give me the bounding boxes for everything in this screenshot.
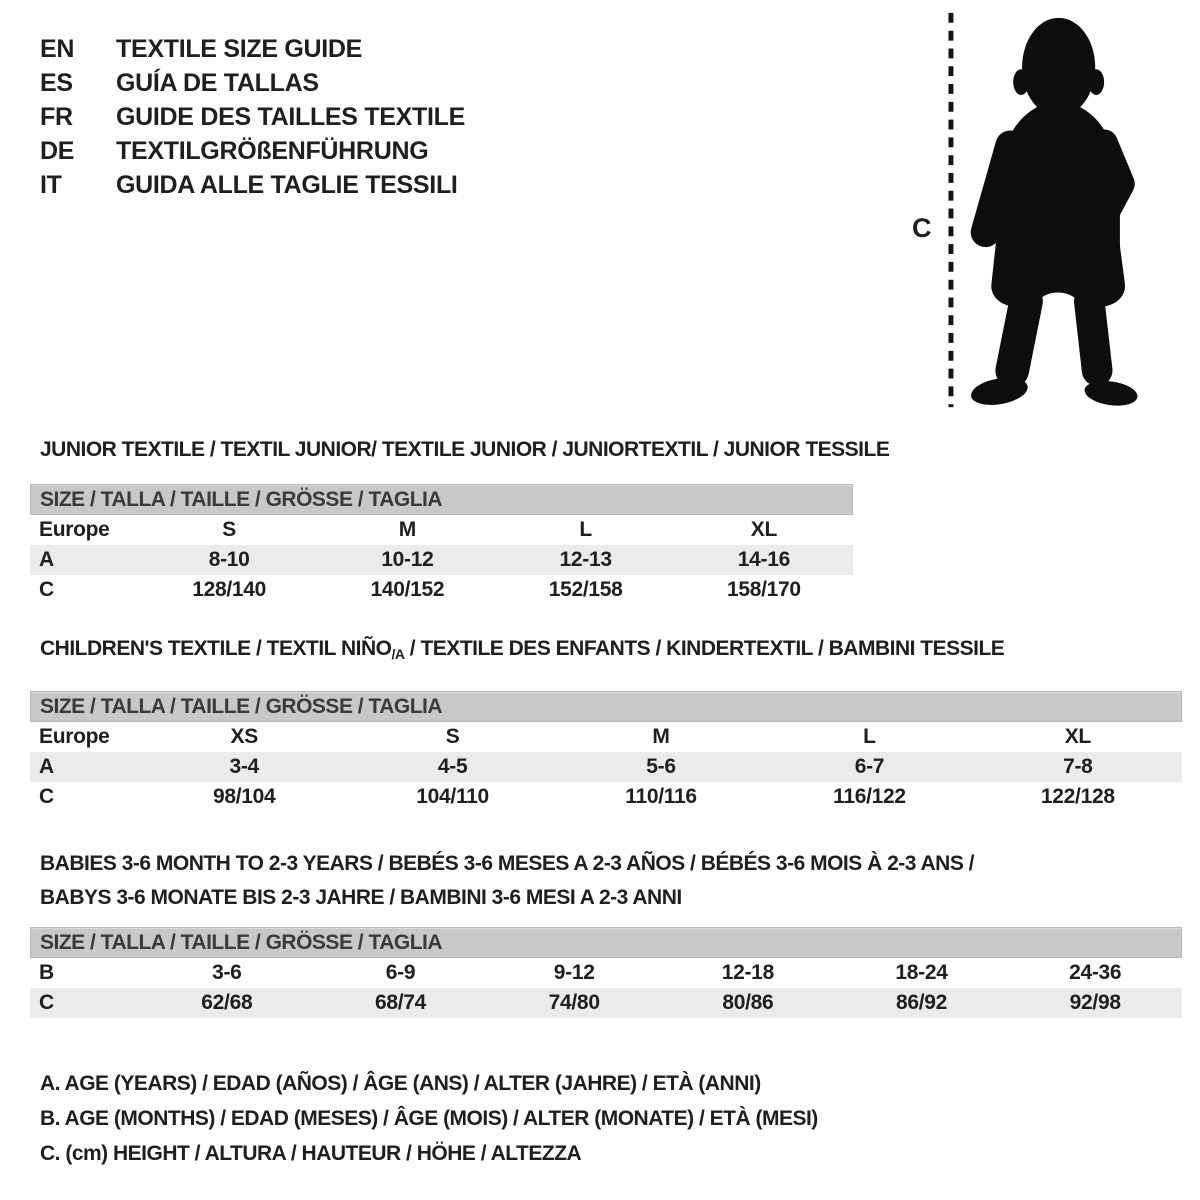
value-cell: 140/152 [370, 578, 445, 601]
legend-line-height: C. (cm) HEIGHT / ALTURA / HAUTEUR / HÖHE / ALTEZZA [40, 1142, 582, 1165]
table-row-age [30, 752, 1182, 782]
lang-title: TEXTILGRÖßENFÜHRUNG [116, 136, 429, 165]
children-title-pre: CHILDREN'S TEXTILE / TEXTIL NIÑO [40, 637, 392, 660]
value-cell: 18-24 [895, 961, 948, 984]
value-cell: 7-8 [1063, 755, 1093, 778]
size-header-cell: L [863, 725, 876, 748]
value-cell: 3-4 [229, 755, 259, 778]
size-header-bar: SIZE / TALLA / TAILLE / GRÖSSE / TAGLIA [30, 691, 1182, 722]
table-row-height [30, 575, 853, 605]
value-cell: 80/86 [722, 991, 774, 1014]
value-cell: 12-13 [559, 548, 612, 571]
table-row-age [30, 545, 853, 575]
toddler-body-shapes [969, 18, 1139, 409]
value-cell: 14-16 [737, 548, 790, 571]
row-label: C [39, 785, 54, 808]
lang-code: ES [40, 68, 73, 97]
lang-row-fr [40, 100, 465, 134]
babies-title-line2: BABYS 3-6 MONATE BIS 2-3 JAHRE / BAMBINI 3-6 MESI A 2-3 ANNI [40, 886, 682, 909]
value-cell: 128/140 [192, 578, 267, 601]
lang-code: IT [40, 170, 62, 199]
value-cell: 10-12 [381, 548, 434, 571]
value-cell: 86/92 [895, 991, 948, 1014]
lang-title: TEXTILE SIZE GUIDE [116, 34, 363, 63]
lang-title: GUIDE DES TAILLES TEXTILE [116, 102, 466, 131]
value-cell: 158/170 [726, 578, 801, 601]
value-cell: 62/68 [201, 991, 253, 1014]
size-header-cell: XS [230, 725, 258, 748]
value-cell: 122/128 [1040, 785, 1115, 808]
legend [40, 1066, 818, 1171]
value-cell: 68/74 [374, 991, 427, 1014]
language-title-list [40, 32, 465, 202]
value-cell: 9-12 [553, 961, 595, 984]
value-cell: 8-10 [208, 548, 250, 571]
children-title-sub: /A [391, 646, 405, 662]
value-cell: 6-9 [385, 961, 416, 984]
size-header-bar: SIZE / TALLA / TAILLE / GRÖSSE / TAGLIA [30, 927, 1182, 958]
size-header-cell: M [652, 725, 670, 748]
lang-row-it [40, 168, 465, 202]
lang-row-es [40, 66, 465, 100]
babies-section-title [40, 847, 974, 915]
region-label: Europe [39, 725, 110, 748]
lang-code: EN [40, 34, 75, 63]
lang-title: GUÍA DE TALLAS [116, 68, 319, 97]
lang-code: DE [40, 136, 75, 165]
value-cell: 98/104 [212, 785, 276, 808]
table-row-months [30, 958, 1182, 988]
region-label: Europe [39, 518, 110, 541]
lang-row-en [40, 32, 465, 66]
junior-size-table [30, 484, 853, 605]
lang-title: GUIDA ALLE TAGLIE TESSILI [116, 170, 458, 199]
children-section-title [40, 637, 1004, 662]
lang-row-de [40, 134, 465, 168]
value-cell: 3-6 [212, 961, 242, 984]
babies-title-line1: BABIES 3-6 MONTH TO 2-3 YEARS / BEBÉS 3-6 MESES A 2-3 AÑOS / BÉBÉS 3-6 MOIS À 2-3 ANS / [40, 852, 975, 875]
children-size-table [30, 691, 1182, 812]
row-label: A [39, 755, 54, 778]
figure-height-label: C [912, 213, 932, 243]
size-header-cell: XL [1064, 725, 1091, 748]
size-header-cell: L [579, 518, 592, 541]
value-cell: 152/158 [548, 578, 623, 601]
size-header-cell: M [398, 518, 416, 541]
row-label: C [39, 578, 54, 601]
table-row-height [30, 782, 1182, 812]
row-label: A [39, 548, 54, 571]
value-cell: 92/98 [1069, 991, 1121, 1014]
table-row-height [30, 988, 1182, 1018]
size-header-cell: S [222, 518, 236, 541]
value-cell: 12-18 [721, 961, 774, 984]
row-label: B [39, 961, 54, 984]
babies-size-table [30, 927, 1182, 1018]
size-header-cell: XL [750, 518, 777, 541]
table-header-row [30, 515, 853, 545]
junior-section-title: JUNIOR TEXTILE / TEXTIL JUNIOR/ TEXTILE JUNIOR / JUNIORTEXTIL / JUNIOR TESSILE [40, 438, 890, 461]
toddler-silhouette-icon [900, 5, 1160, 420]
value-cell: 104/110 [416, 785, 489, 808]
value-cell: 4-5 [437, 755, 468, 778]
size-header-bar: SIZE / TALLA / TAILLE / GRÖSSE / TAGLIA [30, 484, 853, 515]
value-cell: 5-6 [646, 755, 676, 778]
value-cell: 74/80 [548, 991, 600, 1014]
lang-code: FR [40, 102, 73, 131]
legend-line-age-months: B. AGE (MONTHS) / EDAD (MESES) / ÂGE (MOIS) / ALTER (MONATE) / ETÀ (MESI) [40, 1107, 818, 1130]
children-title-post: / TEXTILE DES ENFANTS / KINDERTEXTIL / BAMBINI TESSILE [404, 637, 1005, 660]
value-cell: 110/116 [625, 785, 697, 808]
value-cell: 116/122 [833, 785, 906, 808]
row-label: C [39, 991, 54, 1014]
legend-line-age-years: A. AGE (YEARS) / EDAD (AÑOS) / ÂGE (ANS) / ALTER (JAHRE) / ETÀ (ANNI) [40, 1072, 761, 1095]
table-header-row [30, 722, 1182, 752]
size-header-cell: S [445, 725, 460, 748]
value-cell: 6-7 [854, 755, 885, 778]
value-cell: 24-36 [1069, 961, 1122, 984]
